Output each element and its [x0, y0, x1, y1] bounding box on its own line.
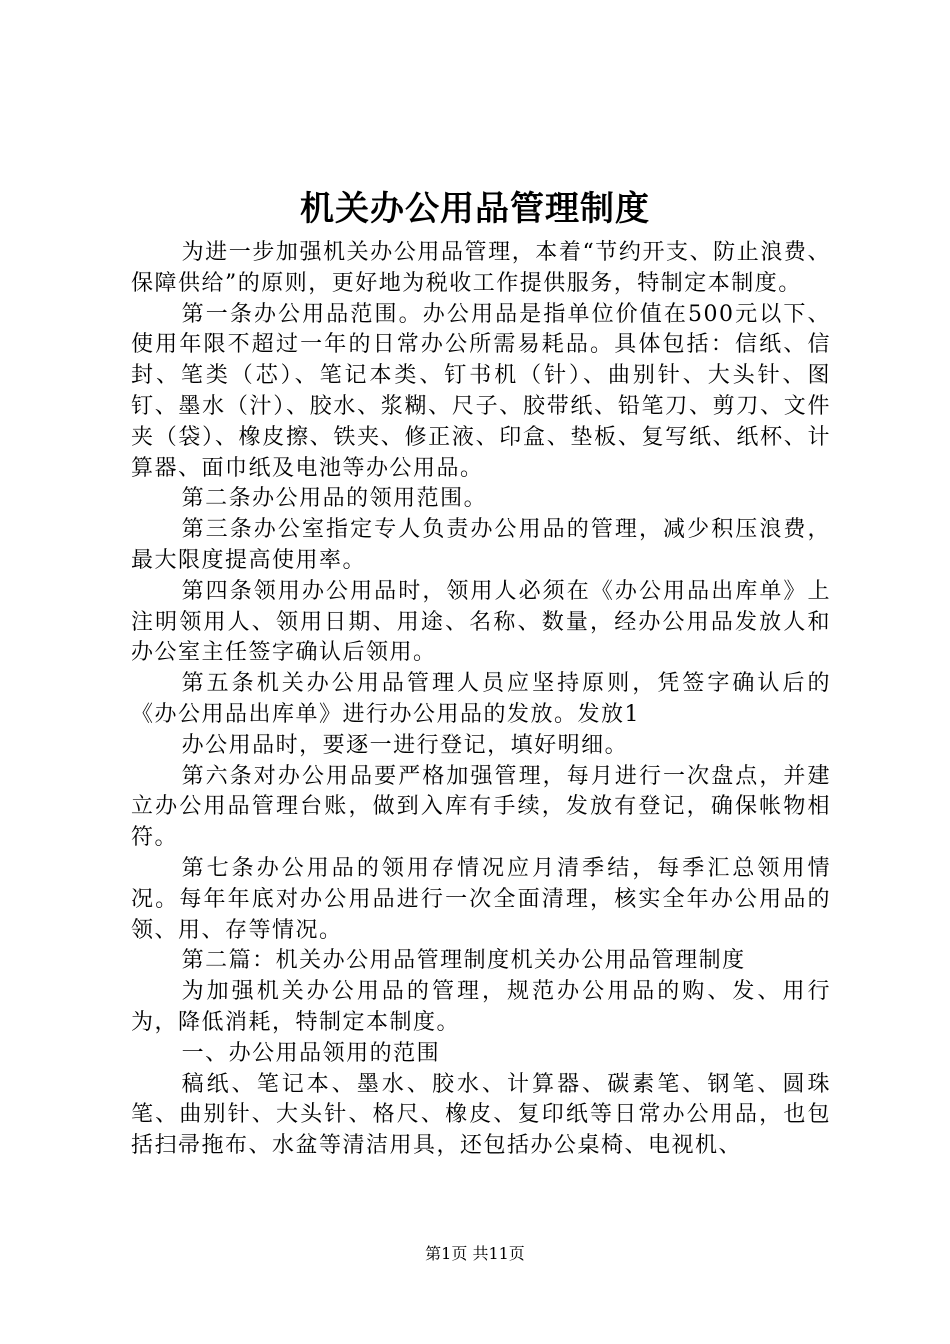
- paragraph-article-7: 第七条办公用品的领用存情况应月清季结，每季汇总领用情况。每年年底对办公用品进行一次全面清理，核实全年办公用品的领、用、存等情况。: [131, 855, 831, 943]
- paragraph-intro: 为进一步加强机关办公用品管理，本着“节约开支、防止浪费、保障供给”的原则，更好地为税收工作提供服务，特制定本制度。: [131, 240, 831, 296]
- paragraph-article-2: 第二条办公用品的领用范围。: [181, 486, 488, 512]
- paragraph-article-4: 第四条领用办公用品时，领用人必须在《办公用品出库单》上注明领用人、领用日期、用途、名称、数量，经办公用品发放人和办公室主任签字确认后领用。: [131, 578, 831, 666]
- document-body: [131, 238, 831, 1162]
- paragraph-article-5: 第五条机关办公用品管理人员应坚持原则，凭签字确认后的《办公用品出库单》进行办公用品的发放。发放1: [131, 671, 831, 727]
- paragraph-article-3: 第三条办公室指定专人负责办公用品的管理，减少积压浪费，最大限度提高使用率。: [131, 517, 831, 573]
- page-number-footer: 第1页 共11页: [425, 1244, 525, 1263]
- paragraph-article-5-continued: 办公用品时，要逐一进行登记，填好明细。: [181, 732, 629, 758]
- paragraph-article-1: 第一条办公用品范围。办公用品是指单位价值在500元以下、使用年限不超过一年的日常办公所需易耗品。具体包括：信纸、信封、笔类（芯）、笔记本类、钉书机（针）、曲别针、大头针、图钉、墨水（汁）、胶水、浆糊、尺子、胶带纸、铅笔刀、剪刀、文件夹（袋）、橡皮擦、铁夹、修正液、印盒、垫板、复写纸、纸杯、计算器、面巾纸及电池等办公用品。: [131, 301, 831, 481]
- paragraph-part-2-heading: 第二篇：机关办公用品管理制度机关办公用品管理制度: [181, 948, 746, 974]
- paragraph-part-2-intro: 为加强机关办公用品的管理，规范办公用品的购、发、用行为，降低消耗，特制定本制度。: [131, 979, 831, 1035]
- paragraph-section-1-heading: 一、办公用品领用的范围: [181, 1040, 441, 1066]
- paragraph-article-6: 第六条对办公用品要严格加强管理，每月进行一次盘点，并建立办公用品管理台账，做到入库有手续，发放有登记，确保帐物相符。: [131, 763, 831, 851]
- paragraph-section-1-body: 稿纸、笔记本、墨水、胶水、计算器、碳素笔、钢笔、圆珠笔、曲别针、大头针、格尺、橡皮、复印纸等日常办公用品，也包括扫帚拖布、水盆等清洁用具，还包括办公桌椅、电视机、: [131, 1071, 831, 1159]
- document-title: 机关办公用品管理制度: [300, 189, 650, 229]
